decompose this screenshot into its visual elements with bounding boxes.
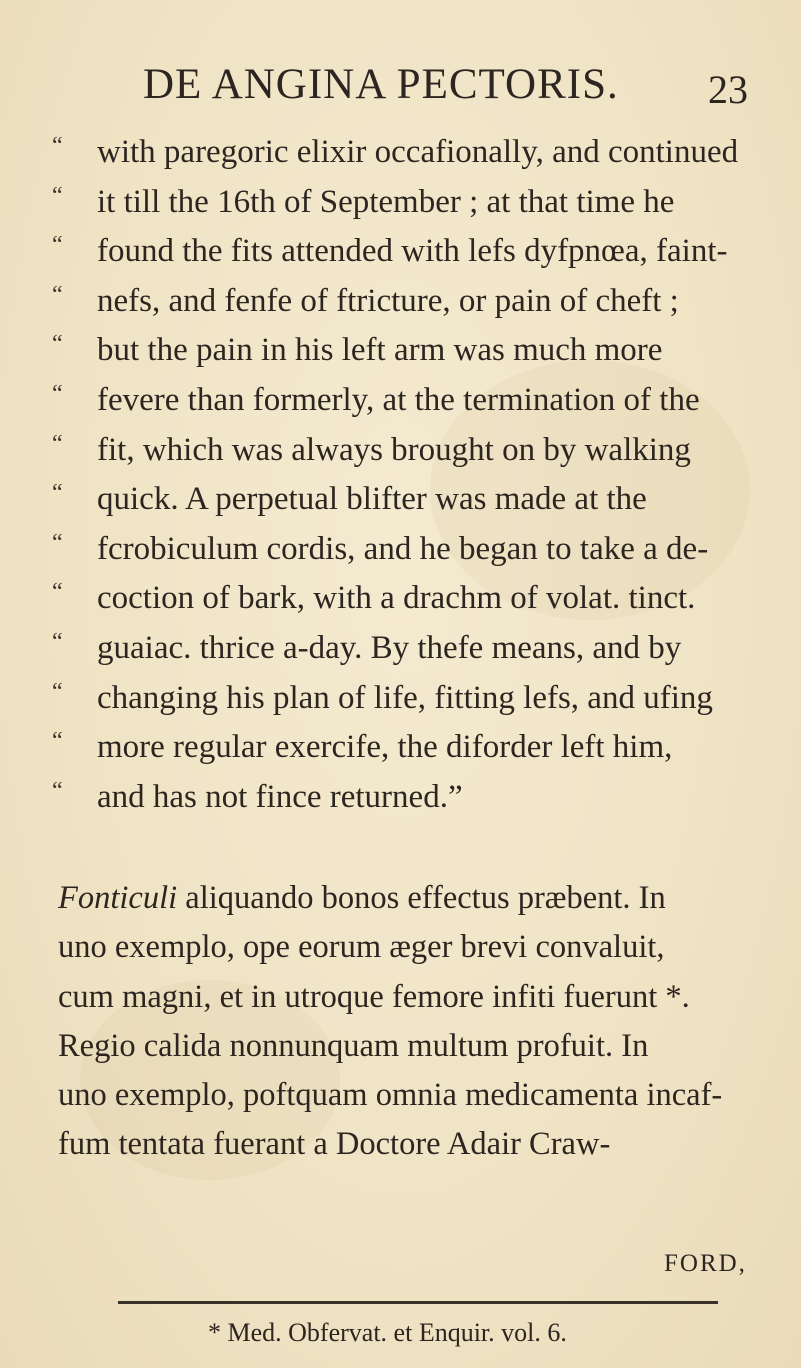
quoted-line-text: fit, which was always brought on by walking: [97, 431, 691, 468]
paragraph-line: [58, 876, 770, 925]
opening-quote-mark: “: [52, 678, 63, 705]
quoted-line-text: but the pain in his left arm was much more: [97, 332, 663, 369]
quoted-line: [52, 576, 772, 626]
opening-quote-mark: “: [52, 628, 63, 655]
quoted-line-text: guaiac. thrice a-day. By thefe means, and by: [97, 629, 682, 666]
opening-quote-mark: “: [52, 281, 63, 308]
quoted-line: [52, 328, 772, 378]
quoted-text-block: [52, 130, 772, 824]
running-title: DE ANGINA PECTORIS.: [143, 61, 619, 108]
page-number: 23: [708, 67, 748, 112]
opening-quote-mark: “: [52, 480, 63, 507]
quoted-line: [52, 180, 772, 230]
quoted-line-text: coction of bark, with a drachm of volat. tinct.: [97, 580, 696, 617]
paragraph-line: uno exemplo, poftquam omnia medicamenta incaf-: [58, 1077, 723, 1114]
catchword: FORD,: [664, 1250, 747, 1277]
quoted-line: [52, 378, 772, 428]
opening-quote-mark: “: [52, 579, 63, 606]
footnote: * Med. Obfervat. et Enquir. vol. 6.: [208, 1318, 567, 1347]
quoted-line: [52, 725, 772, 775]
quoted-line-text: found the fits attended with lefs dyfpnœa, faint-: [97, 233, 728, 270]
opening-quote-mark: “: [52, 331, 63, 358]
quoted-line: [52, 527, 772, 577]
quoted-line-text: more regular exercife, the diforder left him,: [97, 729, 673, 766]
opening-quote-mark: “: [52, 133, 63, 159]
quoted-line-text: with paregoric elixir occafionally, and continued: [97, 134, 739, 170]
paragraph-line: Regio calida nonnunquam multum profuit. In: [58, 1027, 649, 1064]
paragraph-line: cum magni, et in utroque femore infiti fuerunt *.: [58, 978, 690, 1015]
paragraph-first-line-text: aliquando bonos effectus præbent. In: [177, 880, 666, 916]
quoted-line-text: fevere than formerly, at the termination of the: [97, 381, 700, 418]
opening-quote-mark: “: [52, 777, 63, 804]
quoted-line: [52, 229, 772, 279]
quoted-line: [52, 626, 772, 676]
quoted-line: [52, 477, 772, 527]
opening-quote-mark: “: [52, 232, 63, 259]
opening-quote-mark: “: [52, 529, 63, 556]
quoted-line-text: it till the 16th of September ; at that time he: [97, 183, 675, 220]
opening-quote-mark: “: [52, 380, 63, 407]
paragraph-line: uno exemplo, ope eorum æger brevi convaluit,: [58, 929, 665, 966]
quoted-line-text: nefs, and fenfe of ftricture, or pain of cheft ;: [97, 282, 679, 319]
quoted-line-text: quick. A perpetual blifter was made at the: [97, 481, 647, 518]
latin-paragraph: [58, 876, 770, 1172]
quoted-line-text: and has not fince returned.”: [97, 778, 463, 815]
paragraph-first-word: Fonticuli: [58, 880, 178, 916]
opening-quote-mark: “: [52, 728, 63, 755]
quoted-line: [52, 775, 772, 825]
quoted-line: [52, 428, 772, 478]
quoted-line-text: fcrobiculum cordis, and he began to take a de-: [97, 530, 709, 567]
footnote-rule: [118, 1301, 718, 1304]
opening-quote-mark: “: [52, 182, 63, 209]
opening-quote-mark: “: [52, 430, 63, 457]
quoted-line: [52, 279, 772, 329]
paragraph-line: fum tentata fuerant a Doctore Adair Craw-: [58, 1126, 611, 1163]
quoted-line: [52, 130, 772, 180]
quoted-line: [52, 676, 772, 726]
quoted-line-text: changing his plan of life, fitting lefs, and ufing: [97, 679, 713, 716]
